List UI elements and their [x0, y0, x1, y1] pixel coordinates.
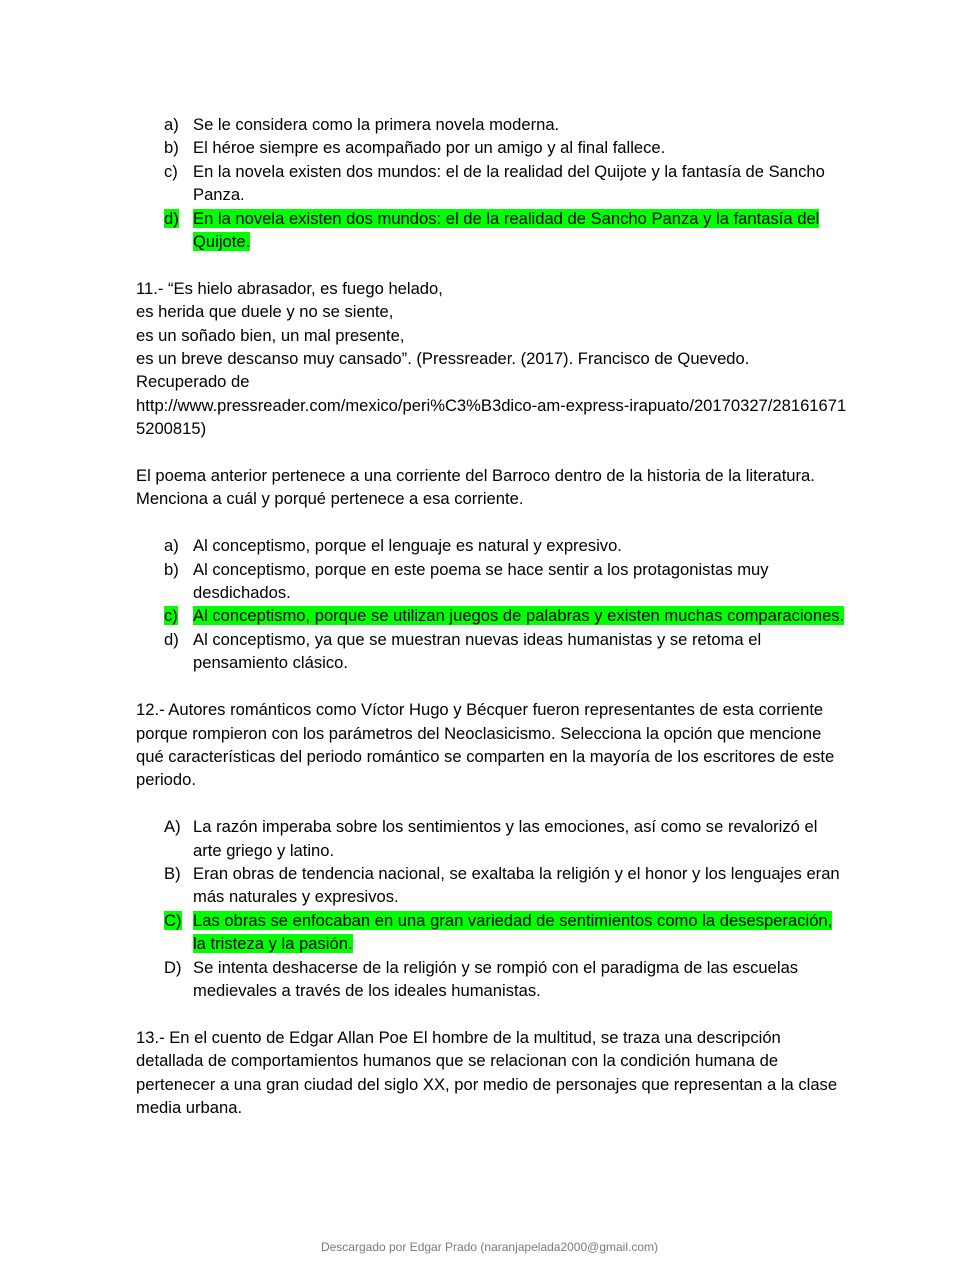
option-label: c) [164, 606, 178, 626]
q10-option-b [136, 136, 848, 159]
option-text: Al conceptismo, ya que se muestran nuevas ideas humanistas y se retoma el pensamiento clásico. [193, 629, 762, 673]
option-label: c) [164, 161, 178, 181]
option-text: El héroe siempre es acompañado por un amigo y al final fallece. [193, 138, 666, 158]
option-label: C) [164, 910, 182, 930]
q10-option-d [136, 207, 848, 254]
q11-option-c [136, 604, 848, 627]
option-text: Al conceptismo, porque el lenguaje es natural y expresivo. [193, 536, 622, 556]
q10-options [136, 113, 848, 253]
option-text: La razón imperaba sobre los sentimientos y las emociones, así como se revalorizó el arte griego y latino. [193, 817, 818, 860]
q11-question: El poema anterior pertenece a una corriente del Barroco dentro de la historia de la literatura. Menciona a cuál y porqué pertenece a esa corriente. [136, 466, 815, 509]
q12-options [136, 815, 848, 1002]
q11-options [136, 534, 848, 674]
option-label: d) [164, 208, 179, 228]
download-footer: Descargado por Edgar Prado (naranjapelada2000@gmail.com) [320, 1240, 659, 1254]
option-label: B) [164, 863, 181, 883]
option-label: b) [164, 559, 179, 579]
q12-question: 12.- Autores románticos como Víctor Hugo y Bécquer fueron representantes de esta corriente porque rompieron con los parámetros del Neoclasicismo. Selecciona la opción que mencione qué características del periodo romántico se comparten en la mayoría de los escritores de este periodo. [136, 700, 835, 790]
option-text: Se le considera como la primera novela moderna. [193, 115, 560, 134]
option-label: A) [164, 817, 181, 837]
document-page [136, 113, 848, 1119]
q12-option-b [136, 862, 848, 909]
poem-line: es un breve descanso muy cansado”. (Pressreader. (2017). Francisco de Quevedo. [136, 349, 750, 369]
option-label: d) [164, 629, 179, 649]
poem-line: es un soñado bien, un mal presente, [136, 325, 405, 345]
q13-question: 13.- En el cuento de Edgar Allan Poe El hombre de la multitud, se traza una descripción detallada de comportamientos humanos que se relacionan con la condición humana de pertenecer a una gran ciudad del siglo XX, por medio de personajes que representan a la clase media urbana. [136, 1027, 838, 1117]
option-text-highlighted: En la novela existen dos mundos: el de la realidad de Sancho Panza y la fantasía del Quijote. [193, 208, 820, 252]
option-label: b) [164, 138, 179, 158]
q12-option-c [136, 909, 848, 956]
option-text-highlighted: Al conceptismo, porque se utilizan juegos de palabras y existen muchas comparaciones. [193, 606, 845, 626]
poem-line: 11.- “Es hielo abrasador, es fuego helado, [136, 278, 443, 298]
q10-option-c [136, 160, 848, 207]
q11-poem [136, 277, 848, 441]
option-text: Al conceptismo, porque en este poema se hace sentir a los protagonistas muy desdichados. [193, 559, 769, 603]
option-label: a) [164, 115, 179, 134]
source-line: Recuperado de [136, 372, 250, 392]
q12-option-d [136, 956, 848, 1003]
q10-option-a [136, 113, 848, 136]
option-text: Se intenta deshacerse de la religión y se rompió con el paradigma de las escuelas medievales a través de los ideales humanistas. [193, 957, 799, 1000]
option-text: Eran obras de tendencia nacional, se exaltaba la religión y el honor y los lenguajes eran más naturales y expresivos. [193, 863, 840, 907]
q11-option-a [136, 534, 848, 557]
option-text-highlighted: Las obras se enfocaban en una gran variedad de sentimientos como la desesperación, la tristeza y la pasión. [193, 910, 833, 954]
option-text: En la novela existen dos mundos: el de la realidad del Quijote y la fantasía de Sancho Panza. [193, 161, 825, 205]
q11-option-d [136, 628, 848, 675]
source-url: http://www.pressreader.com/mexico/peri%C3%B3dico-am-express-irapuato/20170327/281616715200815) [136, 395, 847, 439]
option-label: a) [164, 536, 179, 556]
q11-option-b [136, 558, 848, 605]
q12-option-a [136, 815, 848, 862]
option-label: D) [164, 957, 182, 977]
poem-line: es herida que duele y no se siente, [136, 302, 394, 322]
